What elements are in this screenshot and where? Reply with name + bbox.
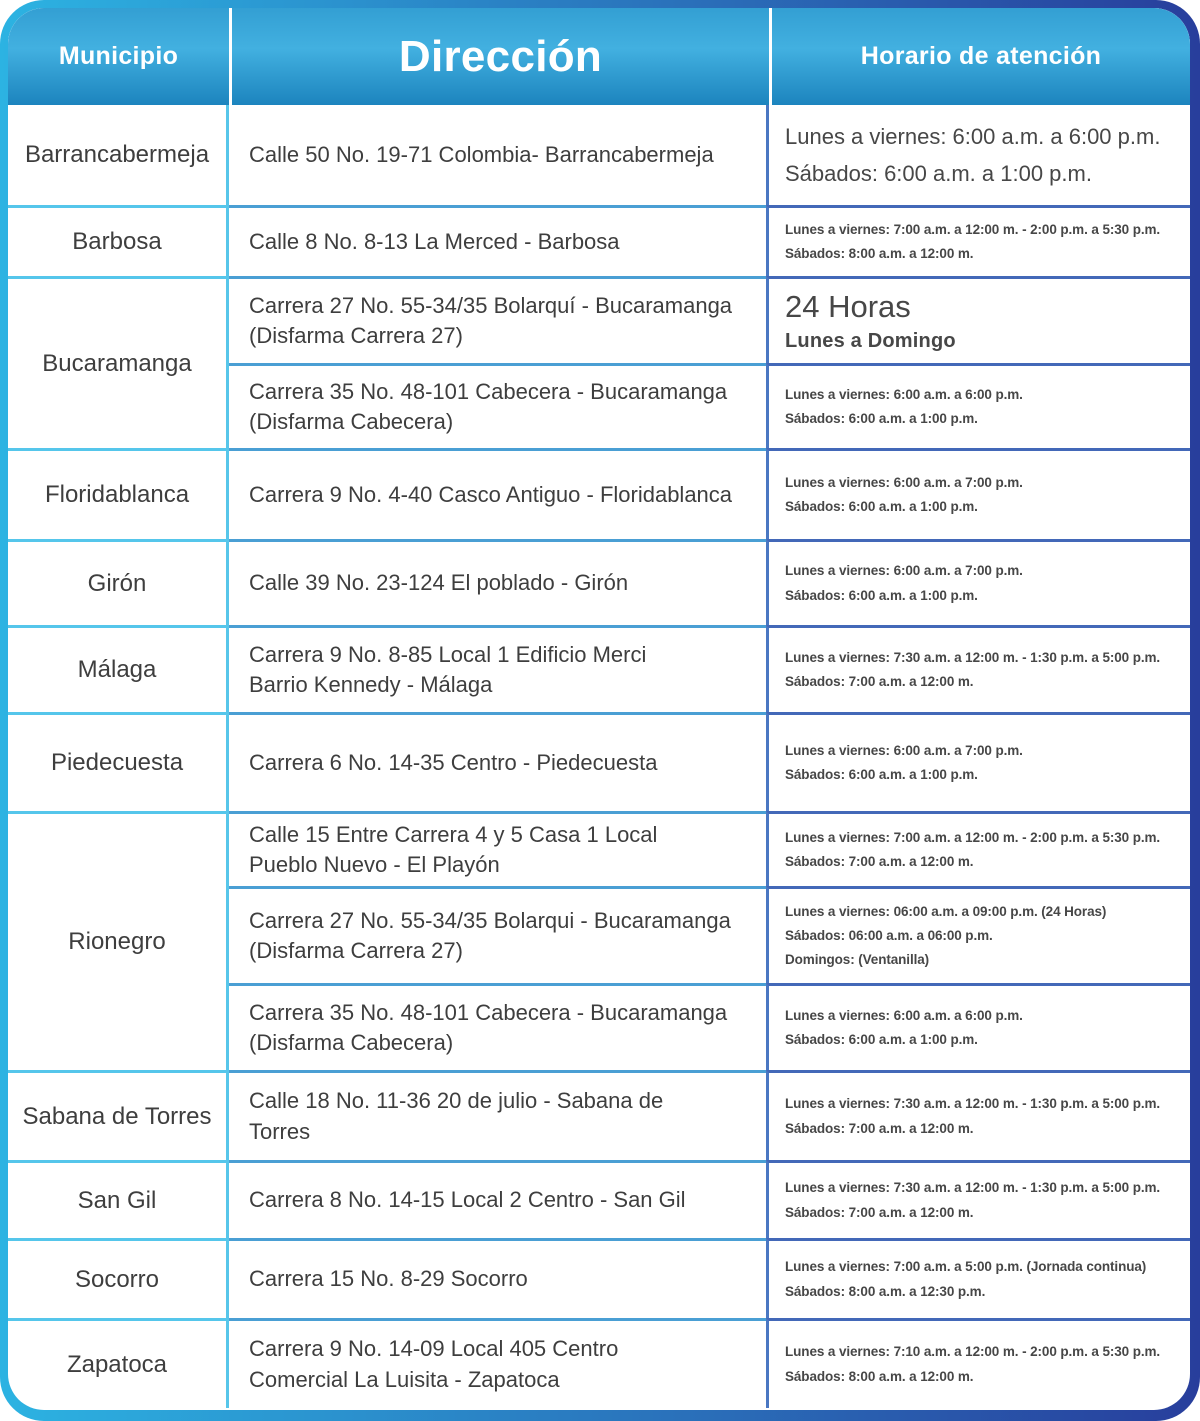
horario-line: Sábados: 7:00 a.m. a 12:00 m.	[785, 1204, 974, 1220]
horario-cell	[766, 1318, 1190, 1408]
horario-line: Sábados: 6:00 a.m. a 1:00 p.m.	[785, 499, 978, 514]
municipio-cell: Piedecuesta	[8, 712, 229, 811]
municipio-cell: Barbosa	[8, 205, 229, 276]
municipio-cell: Rionegro	[8, 811, 229, 1070]
direccion-line: (Disfarma Carrera 27)	[249, 323, 463, 348]
direccion-line: Torres	[249, 1118, 311, 1144]
horario-line: Lunes a viernes: 7:10 a.m. a 12:00 m. - 2:00 p.m. a 5:30 p.m.	[785, 1344, 1161, 1360]
horario-cell	[766, 205, 1190, 276]
direccion-line: Carrera 35 No. 48-101 Cabecera - Bucaramanga	[249, 378, 728, 404]
direccion-cell	[229, 886, 766, 983]
direccion-line: Carrera 27 No. 55-34/35 Bolarqui - Bucaramanga	[249, 907, 731, 933]
direccion-line: Carrera 35 No. 48-101 Cabecera - Bucaramanga	[249, 999, 728, 1025]
horario-line: Lunes a viernes: 7:30 a.m. a 12:00 m. - 1:30 p.m. a 5:00 p.m.	[785, 1096, 1161, 1112]
municipio-cell: Floridablanca	[8, 448, 229, 539]
horario-line: Lunes a viernes: 6:00 a.m. a 7:00 p.m.	[785, 474, 1023, 490]
table-container	[8, 8, 1190, 1410]
horario-line: Domingos: (Ventanilla)	[785, 952, 930, 968]
horario-cell	[766, 811, 1190, 886]
direccion-cell	[229, 811, 766, 886]
direccion-cell	[229, 625, 766, 712]
direccion-line: Calle 18 No. 11-36 20 de julio - Sabana de	[249, 1088, 664, 1114]
horario-line: Sábados: 8:00 a.m. a 12:30 p.m.	[785, 1283, 986, 1299]
direccion-line: Calle 50 No. 19-71 Colombia- Barrancabermeja	[249, 141, 714, 167]
municipio-cell: Bucaramanga	[8, 276, 229, 448]
horario-cell	[766, 625, 1190, 712]
horario-cell	[766, 886, 1190, 983]
horario-line: Lunes a viernes: 6:00 a.m. a 6:00 p.m.	[785, 386, 1023, 402]
direccion-line: (Disfarma Cabecera)	[249, 1030, 454, 1055]
horario-cell	[766, 983, 1190, 1070]
horario-line: Lunes a viernes: 7:30 a.m. a 12:00 m. - 1:30 p.m. a 5:00 p.m.	[785, 1180, 1161, 1196]
direccion-cell	[229, 1160, 766, 1238]
direccion-cell	[229, 1318, 766, 1408]
municipio-cell: Zapatoca	[8, 1318, 229, 1408]
horario-line: Lunes a viernes: 6:00 a.m. a 6:00 p.m.	[785, 1007, 1023, 1023]
municipio-cell: San Gil	[8, 1160, 229, 1238]
horario-line: Lunes a viernes: 7:00 a.m. a 5:00 p.m. (Jornada continua)	[785, 1259, 1147, 1275]
direccion-line: (Disfarma Carrera 27)	[249, 938, 463, 963]
horario-line: Sábados: 06:00 a.m. a 06:00 p.m.	[785, 927, 993, 943]
direccion-cell	[229, 983, 766, 1070]
direccion-line: Carrera 9 No. 8-85 Local 1 Edificio Merci	[249, 641, 647, 667]
direccion-line: Carrera 9 No. 14-09 Local 405 Centro	[249, 1336, 619, 1362]
horario-line: Sábados: 8:00 a.m. a 12:00 m.	[785, 246, 974, 261]
direccion-line: Calle 8 No. 8-13 La Merced - Barbosa	[249, 228, 620, 254]
direccion-line: (Disfarma Cabecera)	[249, 409, 454, 434]
horario-cell	[766, 105, 1190, 205]
horario-line: Lunes a viernes: 7:00 a.m. a 12:00 m. - 2:00 p.m. a 5:30 p.m.	[785, 829, 1161, 845]
table-body	[8, 105, 1190, 1410]
horario-line: Sábados: 7:00 a.m. a 12:00 m.	[785, 854, 974, 869]
direccion-line: Comercial La Luisita - Zapatoca	[249, 1366, 560, 1392]
direccion-cell	[229, 205, 766, 276]
horario-line: Sábados: 6:00 a.m. a 1:00 p.m.	[785, 587, 978, 603]
horario-cell	[766, 276, 1190, 363]
direccion-line: Carrera 9 No. 4-40 Casco Antiguo - Floridablanca	[249, 481, 733, 507]
municipio-cell: Málaga	[8, 625, 229, 712]
direccion-line: Carrera 8 No. 14-15 Local 2 Centro - San Gil	[249, 1187, 686, 1213]
header-municipio: Municipio	[8, 8, 229, 105]
direccion-cell	[229, 276, 766, 363]
header-horario: Horario de atención	[772, 8, 1190, 105]
horario-line: Lunes a viernes: 6:00 a.m. a 7:00 p.m.	[785, 742, 1023, 758]
municipio-cell: Girón	[8, 539, 229, 625]
direccion-cell	[229, 539, 766, 625]
horario-cell	[766, 1070, 1190, 1160]
horario-line: Lunes a Domingo	[785, 330, 956, 353]
horario-cell	[766, 712, 1190, 811]
horario-line: Lunes a viernes: 7:00 a.m. a 12:00 m. - 2:00 p.m. a 5:30 p.m.	[785, 221, 1161, 237]
direccion-line: Calle 39 No. 23-124 El poblado - Girón	[249, 570, 629, 596]
direccion-line: Barrio Kennedy - Málaga	[249, 672, 493, 697]
direccion-cell	[229, 712, 766, 811]
horario-line: Sábados: 7:00 a.m. a 12:00 m.	[785, 1120, 974, 1136]
horario-cell	[766, 1238, 1190, 1318]
header-direccion: Dirección	[232, 8, 769, 105]
direccion-cell	[229, 1238, 766, 1318]
direccion-line: Carrera 15 No. 8-29 Socorro	[249, 1266, 528, 1292]
direccion-cell	[229, 1070, 766, 1160]
horario-line: Sábados: 6:00 a.m. a 1:00 p.m.	[785, 161, 1092, 186]
direccion-line: Calle 15 Entre Carrera 4 y 5 Casa 1 Local	[249, 821, 658, 847]
direccion-line: Pueblo Nuevo - El Playón	[249, 852, 500, 877]
direccion-cell	[229, 105, 766, 205]
table-header-row	[8, 8, 1190, 105]
horario-line: Lunes a viernes: 6:00 a.m. a 6:00 p.m.	[785, 123, 1161, 149]
horario-line: Lunes a viernes: 7:30 a.m. a 12:00 m. - 1:30 p.m. a 5:00 p.m.	[785, 649, 1161, 665]
horario-line: Sábados: 6:00 a.m. a 1:00 p.m.	[785, 767, 978, 782]
municipio-cell: Sabana de Torres	[8, 1070, 229, 1160]
municipio-cell: Socorro	[8, 1238, 229, 1318]
horario-line: Lunes a viernes: 6:00 a.m. a 7:00 p.m.	[785, 563, 1023, 579]
direccion-cell	[229, 448, 766, 539]
horario-line: Sábados: 8:00 a.m. a 12:00 m.	[785, 1368, 974, 1384]
horario-cell	[766, 539, 1190, 625]
horario-cell	[766, 448, 1190, 539]
horario-line: Sábados: 6:00 a.m. a 1:00 p.m.	[785, 1032, 978, 1047]
direccion-cell	[229, 363, 766, 448]
horario-line: Sábados: 6:00 a.m. a 1:00 p.m.	[785, 411, 978, 426]
direccion-line: Carrera 6 No. 14-35 Centro - Piedecuesta	[249, 749, 658, 775]
horario-cell	[766, 363, 1190, 448]
horario-cell	[766, 1160, 1190, 1238]
horario-line: Sábados: 7:00 a.m. a 12:00 m.	[785, 674, 974, 689]
horario-line: 24 Horas	[785, 288, 911, 324]
municipio-cell: Barrancabermeja	[8, 105, 229, 205]
direccion-line: Carrera 27 No. 55-34/35 Bolarquí - Bucaramanga	[249, 292, 733, 318]
horario-line: Lunes a viernes: 06:00 a.m. a 09:00 p.m. (24 Horas)	[785, 903, 1107, 919]
